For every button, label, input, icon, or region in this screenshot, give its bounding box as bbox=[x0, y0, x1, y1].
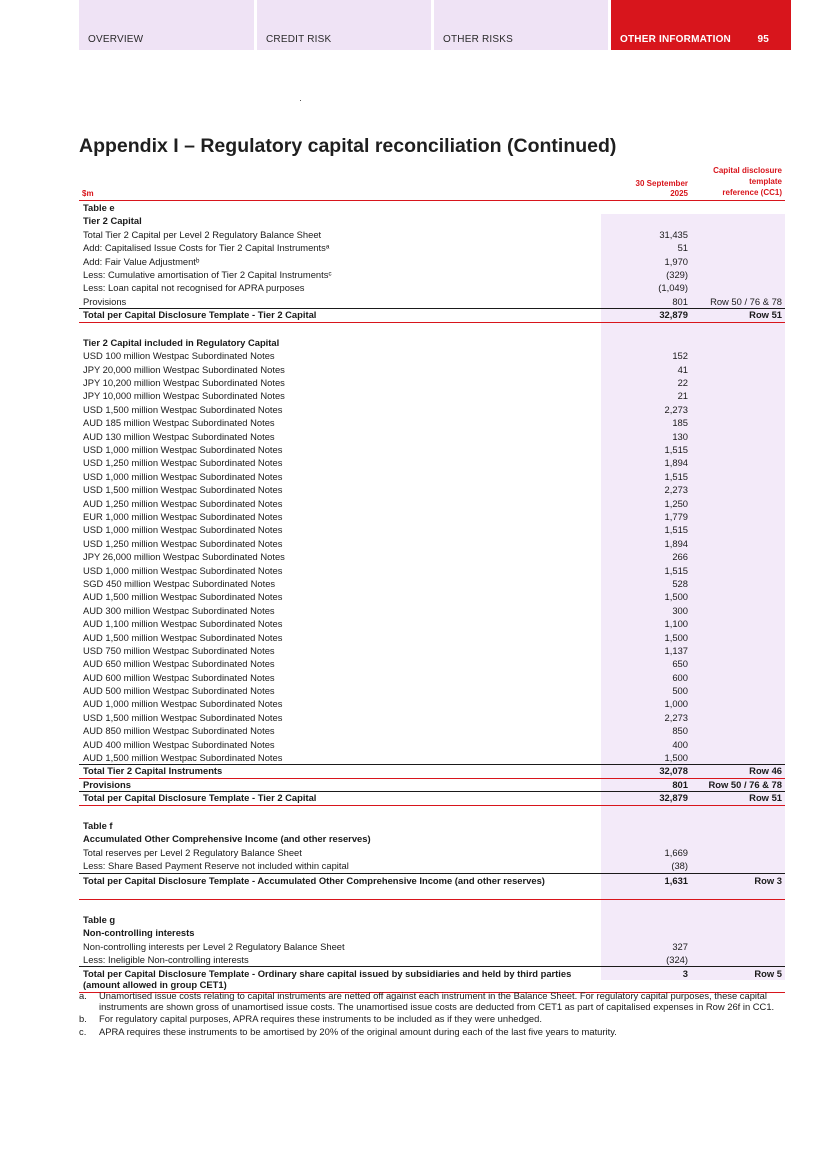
footnote-marker: c. bbox=[79, 1025, 87, 1037]
row-value: (329) bbox=[666, 268, 688, 280]
tab-label: OVERVIEW bbox=[88, 34, 144, 45]
table-row bbox=[79, 268, 785, 281]
row-label: USD 100 million Westpac Subordinated Notes bbox=[83, 350, 275, 362]
spacer bbox=[79, 900, 785, 913]
table-row bbox=[79, 430, 785, 443]
row-label: AUD 850 million Westpac Subordinated Notes bbox=[83, 725, 275, 737]
row-label: AUD 1,500 million Westpac Subordinated Notes bbox=[83, 631, 283, 643]
row-value: 1,894 bbox=[664, 537, 688, 549]
row-value: (38) bbox=[671, 860, 688, 872]
row-value: 327 bbox=[672, 940, 688, 952]
tab-other-information[interactable] bbox=[611, 0, 791, 50]
row-label: SGD 450 million Westpac Subordinated Notes bbox=[83, 577, 276, 589]
row-value: 300 bbox=[672, 604, 688, 616]
tab-credit-risk[interactable] bbox=[257, 0, 431, 50]
footnote-text: For regulatory capital purposes, APRA requires these instruments to be included as if they were unhedged. bbox=[99, 1013, 542, 1025]
row-label: USD 1,000 million Westpac Subordinated Notes bbox=[83, 470, 283, 482]
footnote bbox=[79, 990, 785, 1012]
row-value: 51 bbox=[677, 242, 688, 254]
row-value: 1,669 bbox=[664, 846, 688, 858]
row-label: Less: Cumulative amortisation of Tier 2 Capital Instrumentsᶜ bbox=[83, 268, 332, 280]
header-date-line2: 2025 bbox=[670, 188, 688, 198]
row-value: 801 bbox=[672, 295, 688, 307]
table-row bbox=[79, 590, 785, 603]
table-row bbox=[79, 617, 785, 630]
row-label: USD 750 million Westpac Subordinated Notes bbox=[83, 644, 275, 656]
row-value: 152 bbox=[672, 350, 688, 362]
row-value: 22 bbox=[677, 377, 688, 389]
table-row bbox=[79, 228, 785, 241]
row-value: 1,515 bbox=[664, 470, 688, 482]
table-row bbox=[79, 255, 785, 268]
row-label: AUD 300 million Westpac Subordinated Notes bbox=[83, 604, 275, 616]
reconciliation-table bbox=[79, 201, 785, 993]
header-date-line1: 30 September bbox=[635, 179, 688, 188]
table-row bbox=[79, 295, 785, 308]
row-value: 1,515 bbox=[664, 524, 688, 536]
table-row bbox=[79, 456, 785, 469]
row-label: AUD 600 million Westpac Subordinated Notes bbox=[83, 671, 275, 683]
row-label: USD 1,000 million Westpac Subordinated Notes bbox=[83, 564, 283, 576]
tab-other-risks[interactable] bbox=[434, 0, 608, 50]
table-row bbox=[79, 403, 785, 416]
row-label: USD 1,250 million Westpac Subordinated Notes bbox=[83, 457, 283, 469]
table-row bbox=[79, 697, 785, 710]
row-value: 1,250 bbox=[664, 497, 688, 509]
row-label: USD 1,500 million Westpac Subordinated Notes bbox=[83, 403, 283, 415]
row-value: 1,000 bbox=[664, 698, 688, 710]
page-title: Appendix I – Regulatory capital reconciliation (Continued) bbox=[79, 135, 617, 157]
row-label: AUD 400 million Westpac Subordinated Notes bbox=[83, 738, 275, 750]
row-value: 1,500 bbox=[664, 752, 688, 764]
instruments-total-row: Total Tier 2 Capital Instruments 32,078 Row 46 bbox=[79, 764, 785, 778]
table-row bbox=[79, 724, 785, 737]
footnotes bbox=[79, 990, 785, 1038]
header-unit: $m bbox=[82, 189, 94, 198]
row-value: 31,435 bbox=[659, 228, 688, 240]
row-label: AUD 1,250 million Westpac Subordinated Notes bbox=[83, 497, 283, 509]
table-header bbox=[79, 166, 785, 201]
row-value: 1,137 bbox=[664, 644, 688, 656]
row-value: 1,515 bbox=[664, 564, 688, 576]
table-f-title: Table f bbox=[83, 819, 113, 831]
header-ref-line3: reference (CC1) bbox=[722, 188, 782, 197]
row-label: JPY 10,200 million Westpac Subordinated Notes bbox=[83, 377, 285, 389]
footnote-text: APRA requires these instruments to be amortised by 20% of the original amount during each of the last five years to maturity. bbox=[99, 1025, 617, 1037]
row-value: 185 bbox=[672, 417, 688, 429]
row-label: USD 1,250 million Westpac Subordinated Notes bbox=[83, 537, 283, 549]
tab-label: CREDIT RISK bbox=[266, 34, 332, 45]
footnote-marker: b. bbox=[79, 1013, 87, 1025]
header-date bbox=[598, 179, 688, 198]
row-label: Total reserves per Level 2 Regulatory Balance Sheet bbox=[83, 846, 302, 858]
provisions-row: Provisions 801 Row 50 / 76 & 78 bbox=[83, 778, 782, 790]
table-f-subtitle: Accumulated Other Comprehensive Income (and other reserves) bbox=[83, 833, 371, 845]
table-row bbox=[79, 751, 785, 764]
row-value: 528 bbox=[672, 577, 688, 589]
table-row bbox=[79, 631, 785, 644]
row-value: 650 bbox=[672, 658, 688, 670]
row-value: 1,100 bbox=[664, 618, 688, 630]
row-value: 41 bbox=[677, 363, 688, 375]
table-row bbox=[79, 550, 785, 563]
table-row bbox=[79, 846, 785, 859]
footnote-text: Unamortised issue costs relating to capital instruments are netted off against each instrument in the Balance Sheet. For regulatory capital purposes, these capital instruments are shown gross of unamortised issue costs. The unamortised issue costs are deducted from CET1 as part of capitalised expenses in Row 26f in CC1. bbox=[99, 990, 775, 1013]
table-row bbox=[79, 470, 785, 483]
table-row bbox=[79, 537, 785, 550]
row-value: 600 bbox=[672, 671, 688, 683]
row-value: (324) bbox=[666, 954, 688, 966]
row-label: USD 1,500 million Westpac Subordinated Notes bbox=[83, 484, 283, 496]
spacer bbox=[79, 323, 785, 336]
row-label: Less: Share Based Payment Reserve not included within capital bbox=[83, 860, 349, 872]
table-row bbox=[79, 510, 785, 523]
footnote bbox=[79, 1026, 785, 1037]
row-value: 500 bbox=[672, 685, 688, 697]
row-label: AUD 130 million Westpac Subordinated Notes bbox=[83, 430, 275, 442]
tab-label: OTHER RISKS bbox=[443, 34, 513, 45]
row-label: Less: Ineligible Non-controlling interests bbox=[83, 954, 249, 966]
row-value: 21 bbox=[677, 390, 688, 402]
header-ref-line1: Capital disclosure bbox=[713, 166, 782, 175]
page-number: 95 bbox=[757, 34, 769, 45]
table-row bbox=[79, 644, 785, 657]
row-label: Non-controlling interests per Level 2 Regulatory Balance Sheet bbox=[83, 940, 345, 952]
table-e-total-row-2: Total per Capital Disclosure Template - Tier 2 Capital 32,879 Row 51 bbox=[79, 791, 785, 805]
row-value: 2,273 bbox=[664, 484, 688, 496]
table-row bbox=[79, 363, 785, 376]
spacer bbox=[79, 806, 785, 819]
row-label: AUD 650 million Westpac Subordinated Notes bbox=[83, 658, 275, 670]
row-value: 2,273 bbox=[664, 711, 688, 723]
row-label: AUD 1,000 million Westpac Subordinated Notes bbox=[83, 698, 283, 710]
row-reference: Row 50 / 76 & 78 bbox=[710, 295, 782, 307]
table-row bbox=[79, 859, 785, 872]
row-value: 1,970 bbox=[664, 255, 688, 267]
tab-label: OTHER INFORMATION bbox=[620, 34, 731, 45]
table-row bbox=[79, 483, 785, 496]
row-value: 130 bbox=[672, 430, 688, 442]
stray-dot bbox=[300, 100, 301, 101]
table-row bbox=[79, 711, 785, 724]
row-label: USD 1,000 million Westpac Subordinated Notes bbox=[83, 524, 283, 536]
table-row bbox=[79, 497, 785, 510]
row-value: (1,049) bbox=[658, 282, 688, 294]
table-g-total-row: Total per Capital Disclosure Template - Ordinary share capital issued by subsidiaries and held by third parties (amount allowed in group CET1) 3 Row 5 bbox=[79, 966, 785, 993]
table-e-title: Table e bbox=[83, 202, 115, 213]
row-value: 1,779 bbox=[664, 510, 688, 522]
row-value: 2,273 bbox=[664, 403, 688, 415]
row-label: AUD 1,500 million Westpac Subordinated Notes bbox=[83, 591, 283, 603]
header-ref-line2: template bbox=[749, 177, 782, 186]
table-row bbox=[79, 577, 785, 590]
table-row bbox=[79, 349, 785, 362]
row-label: Add: Capitalised Issue Costs for Tier 2 Capital Instrumentsᵃ bbox=[83, 242, 330, 254]
table-row bbox=[79, 389, 785, 402]
tab-overview[interactable] bbox=[79, 0, 254, 50]
row-value: 1,515 bbox=[664, 444, 688, 456]
row-label: AUD 500 million Westpac Subordinated Notes bbox=[83, 685, 275, 697]
table-row bbox=[79, 241, 785, 254]
row-value: 1,500 bbox=[664, 631, 688, 643]
row-value: 850 bbox=[672, 725, 688, 737]
row-label: AUD 1,500 million Westpac Subordinated Notes bbox=[83, 752, 283, 764]
row-value: 1,894 bbox=[664, 457, 688, 469]
table-row bbox=[79, 564, 785, 577]
row-label: JPY 20,000 million Westpac Subordinated Notes bbox=[83, 363, 285, 375]
row-label: JPY 26,000 million Westpac Subordinated Notes bbox=[83, 551, 285, 563]
row-value: 266 bbox=[672, 551, 688, 563]
row-label: AUD 1,100 million Westpac Subordinated Notes bbox=[83, 618, 283, 630]
table-e-total-row: Total per Capital Disclosure Template - Tier 2 Capital 32,879 Row 51 bbox=[79, 308, 785, 322]
row-label: EUR 1,000 million Westpac Subordinated Notes bbox=[83, 510, 283, 522]
row-label: USD 1,000 million Westpac Subordinated Notes bbox=[83, 444, 283, 456]
row-label: Less: Loan capital not recognised for APRA purposes bbox=[83, 282, 305, 294]
footnote-marker: a. bbox=[79, 990, 87, 1001]
header-reference bbox=[687, 165, 782, 198]
table-row bbox=[79, 953, 785, 966]
footnote bbox=[79, 1013, 785, 1024]
table-e-subtitle-2: Tier 2 Capital included in Regulatory Capital bbox=[83, 336, 280, 348]
table-row bbox=[79, 281, 785, 294]
table-g-title: Table g bbox=[83, 913, 116, 925]
row-label: Provisions bbox=[83, 295, 127, 307]
table-row bbox=[79, 604, 785, 617]
table-e-subtitle: Tier 2 Capital bbox=[83, 215, 142, 227]
table-row bbox=[79, 671, 785, 684]
table-f-total-row: Total per Capital Disclosure Template - Accumulated Other Comprehensive Income (and other reserves) 1,631 Row 3 bbox=[79, 873, 785, 900]
table-row bbox=[79, 443, 785, 456]
row-label: USD 1,500 million Westpac Subordinated Notes bbox=[83, 711, 283, 723]
row-label: Add: Fair Value Adjustmentᵇ bbox=[83, 255, 200, 267]
table-row bbox=[79, 940, 785, 953]
table-row bbox=[79, 738, 785, 751]
table-g-subtitle: Non-controlling interests bbox=[83, 927, 195, 939]
table-row bbox=[79, 416, 785, 429]
row-label: AUD 185 million Westpac Subordinated Notes bbox=[83, 417, 275, 429]
row-value: 400 bbox=[672, 738, 688, 750]
top-navigation bbox=[79, 0, 791, 50]
table-row bbox=[79, 684, 785, 697]
table-row bbox=[79, 657, 785, 670]
row-label: JPY 10,000 million Westpac Subordinated Notes bbox=[83, 390, 285, 402]
row-value: 1,500 bbox=[664, 591, 688, 603]
table-row bbox=[79, 523, 785, 536]
table-row bbox=[79, 376, 785, 389]
row-label: Total Tier 2 Capital per Level 2 Regulatory Balance Sheet bbox=[83, 228, 322, 240]
